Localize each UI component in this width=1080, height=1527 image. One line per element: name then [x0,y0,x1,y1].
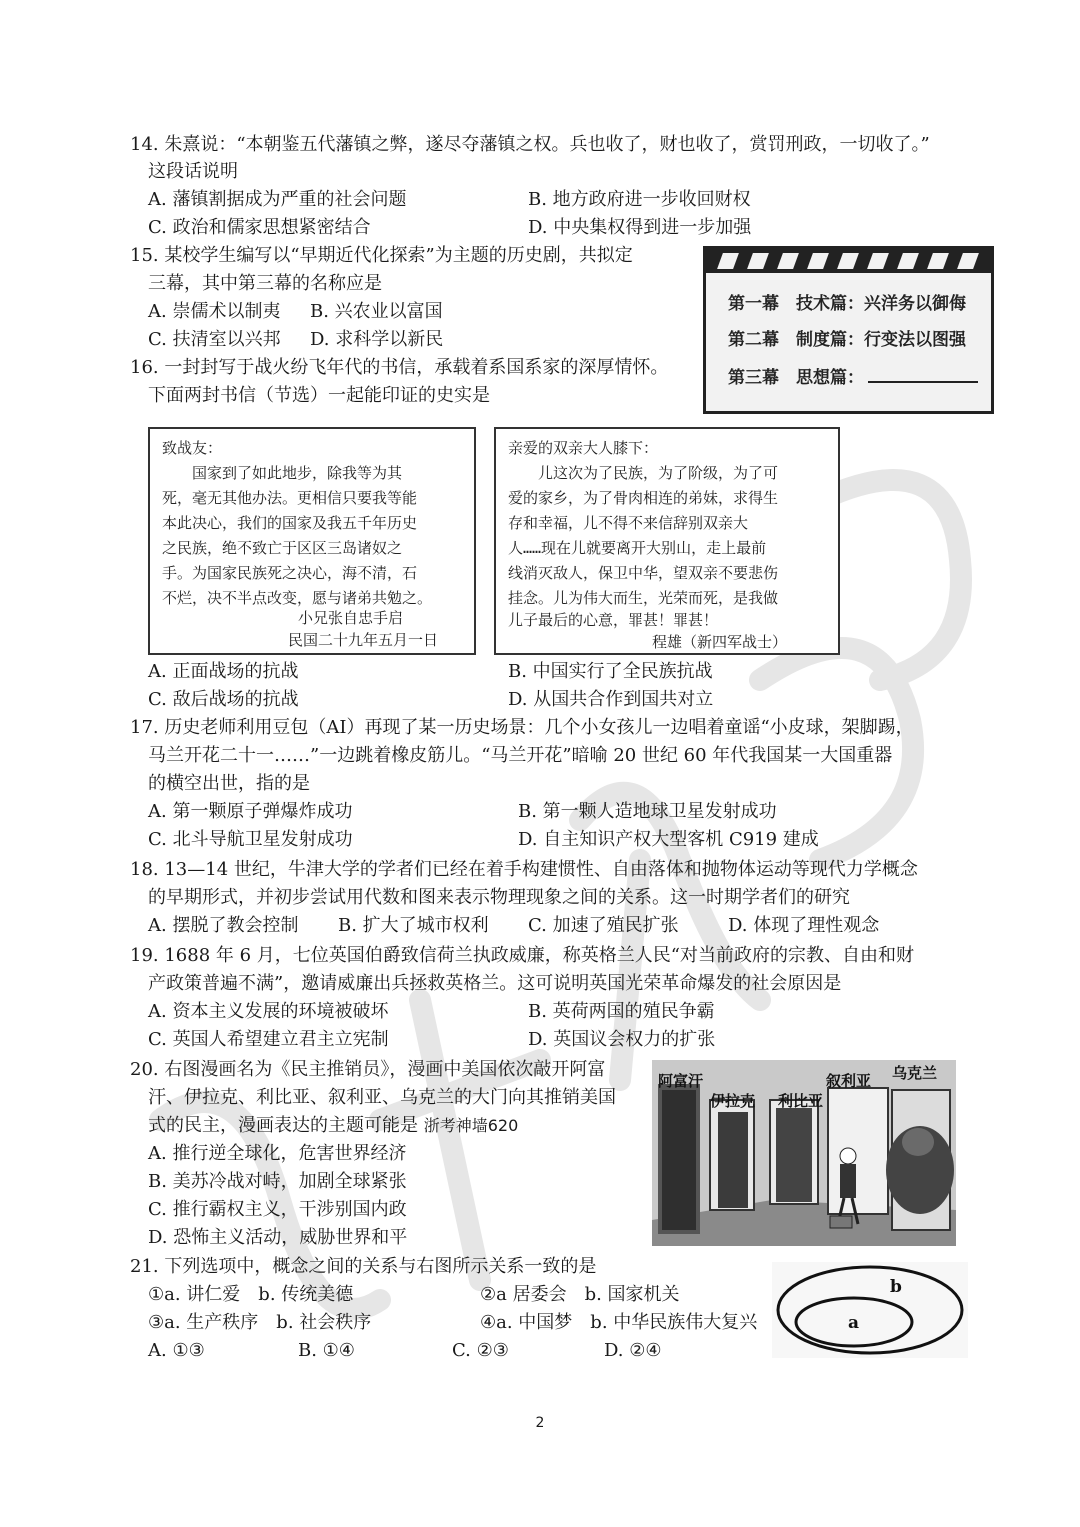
letter1-date: 民国二十九年五月一日 [288,631,439,649]
q18-stem-cont: 的早期形式，并初步尝试用代数和图来表示物理现象之间的关系。这一时期学者们的研究 [148,887,850,908]
clapperboard [703,246,994,414]
q15-option-c[interactable]: C. 扶清室以兴邦 [148,329,281,350]
q16-stem-cont: 下面两封书信（节选）一起能印证的史实是 [148,385,490,406]
letter1-line: 死，毫无其他办法。更相信只要我等能 [162,489,418,507]
act-three [728,363,978,388]
q17-option-c[interactable]: C. 北斗导航卫星发射成功 [148,829,353,850]
q17-option-b[interactable]: B. 第一颗人造地球卫星发射成功 [518,801,777,822]
q20-option-c[interactable]: C. 推行霸权主义，干涉别国内政 [148,1199,407,1220]
q16-option-c[interactable]: C. 敌后战场的抗战 [148,689,299,710]
label-afghanistan: 阿富汗 [658,1072,704,1090]
q19-stem: 19. 1688 年 6 月，七位英国伯爵致信荷兰执政威廉，称英格兰人民“对当前政府的宗教、自由和财 [130,945,914,966]
letter-cheng-xiong [494,427,840,655]
q14-stem-cont: 这段话说明 [148,161,238,182]
q16-option-a[interactable]: A. 正面战场的抗战 [148,661,299,682]
page-number: 2 [535,1415,545,1431]
venn-label-a: a [848,1313,860,1333]
venn-diagram [772,1262,968,1358]
q19-option-c[interactable]: C. 英国人希望建立君主立宪制 [148,1029,389,1050]
letter2-line: 线消灭敌人，保卫中华，望双亲不要悲伤 [508,564,779,582]
q15-stem-cont: 三幕，其中第三幕的名称应是 [148,273,382,294]
act-one: 第一幕 技术篇：兴洋务以御侮 [728,294,966,314]
q17-stem-cont2: 的横空出世，指的是 [148,773,310,794]
q19-option-a[interactable]: A. 资本主义发展的环境被破坏 [148,1001,389,1022]
letter1-line: 之民族，绝不致亡于区区三岛诸奴之 [162,539,403,557]
clapperboard-stripe [706,249,991,273]
q21-option-d[interactable]: D. ②④ [604,1340,662,1361]
q20-option-d[interactable]: D. 恐怖主义活动，威胁世界和平 [148,1227,408,1248]
q15-option-b[interactable]: B. 兴农业以富国 [310,301,443,322]
letter2-line: 儿子最后的心意，罪甚！罪甚！ [508,611,719,629]
letter1-signature: 小兄张自忠手启 [298,609,404,627]
q19-stem-cont: 产政策普遍不满”，邀请威廉出兵拯救英格兰。这可说明英国光荣革命爆发的社会原因是 [148,973,842,994]
q14-option-a[interactable]: A. 藩镇割据成为严重的社会问题 [148,189,407,210]
q17-stem: 17. 历史老师利用豆包（AI）再现了某一历史场景：几个小女孩儿一边唱着童谣“小皮球，架脚踢， [130,717,914,738]
act-three-label: 第三幕 思想篇： [728,368,864,388]
q20-stem: 20. 右图漫画名为《民主推销员》，漫画中美国依次敲开阿富 [130,1059,606,1080]
letter1-line: 国家到了如此地步，除我等为其 [162,464,403,482]
q19-option-b[interactable]: B. 英荷两国的殖民争霸 [528,1001,715,1022]
q18-stem: 18. 13—14 世纪，牛津大学的学者们已经在着手构建惯性、自由落体和抛物体运动等现代力学概念 [130,859,918,880]
q20-option-a[interactable]: A. 推行逆全球化，危害世界经济 [148,1143,407,1164]
q15-option-d[interactable]: D. 求科学以新民 [310,329,444,350]
q21-option-a[interactable]: A. ①③ [148,1340,205,1361]
q15-option-a[interactable]: A. 崇儒术以制夷 [148,301,281,322]
venn-svg [772,1262,968,1358]
label-iraq: 伊拉克 [710,1092,756,1110]
q14-stem: 14. 朱熹说：“本朝鉴五代藩镇之弊，遂尽夺藩镇之权。兵也收了，财也收了，赏罚刑政，一切收了。” [130,134,930,155]
q20-stem-cont2 [148,1114,518,1138]
q17-option-a[interactable]: A. 第一颗原子弹爆炸成功 [148,801,353,822]
q21-item-3: ③a. 生产秩序 b. 社会秩序 [148,1312,372,1333]
q19-option-d[interactable]: D. 英国议会权力的扩张 [528,1029,716,1050]
letter-zhang-zizhong [148,427,476,655]
act-three-blank [868,367,978,383]
q18-option-a[interactable]: A. 摆脱了教会控制 [148,915,299,936]
label-ukraine: 乌克兰 [892,1064,938,1082]
letter2-line: 亲爱的双亲大人膝下： [508,439,659,457]
q20-source-tag: 浙考神墙620 [423,1116,519,1135]
letter2-line: 人……现在儿就要离开大别山，走上最前 [508,539,767,557]
letter2-signature: 程雄（新四军战士） [652,633,788,651]
q18-option-c[interactable]: C. 加速了殖民扩张 [528,915,679,936]
q21-stem: 21. 下列选项中，概念之间的关系与右图所示关系一致的是 [130,1256,597,1277]
q15-stem: 15. 某校学生编写以“早期近代化探索”为主题的历史剧，共拟定 [130,245,633,266]
democracy-salesman-cartoon [652,1060,956,1246]
q17-stem-cont: 马兰开花二十一……”一边跳着橡皮筋儿。“马兰开花”暗喻 20 世纪 60 年代我国某一大国重器 [148,745,893,766]
q14-option-b[interactable]: B. 地方政府进一步收回财权 [528,189,751,210]
letter2-line: 爱的家乡，为了骨肉相连的弟妹，求得生 [508,489,779,507]
q20-stem-cont: 汗、伊拉克、利比亚、叙利亚、乌克兰的大门向其推销美国 [148,1087,616,1108]
q16-option-b[interactable]: B. 中国实行了全民族抗战 [508,661,713,682]
letter2-line: 存和幸福，儿不得不来信辞别双亲大 [508,514,749,532]
venn-label-b: b [890,1277,902,1297]
letter1-line: 本此决心，我们的国家及我五千年历史 [162,514,418,532]
q21-option-b[interactable]: B. ①④ [298,1340,355,1361]
q16-option-d[interactable]: D. 从国共合作到国共对立 [508,689,714,710]
label-syria: 叙利亚 [826,1072,872,1090]
letter2-line: 儿这次为了民族，为了阶级，为了可 [508,464,779,482]
letter1-line: 手。为国家民族死之决心，海不清，石 [162,564,418,582]
q21-item-4: ④a. 中国梦 b. 中华民族伟大复兴 [480,1312,758,1333]
q21-option-c[interactable]: C. ②③ [452,1340,509,1361]
letter1-line: 不烂，决不半点改变，愿与诸弟共勉之。 [162,589,433,607]
act-two: 第二幕 制度篇：行变法以图强 [728,330,966,350]
q21-item-1: ①a. 讲仁爱 b. 传统美德 [148,1284,354,1305]
letter1-line: 致战友： [162,439,223,457]
q21-item-2: ②a 居委会 b. 国家机关 [480,1284,680,1305]
q18-option-d[interactable]: D. 体现了理性观念 [728,915,880,936]
q20-stem-text: 式的民主，漫画表达的主题可能是 [148,1115,418,1136]
q18-option-b[interactable]: B. 扩大了城市权利 [338,915,489,936]
q14-option-d[interactable]: D. 中央集权得到进一步加强 [528,217,752,238]
label-libya: 利比亚 [778,1092,824,1110]
q16-stem: 16. 一封封写于战火纷飞年代的书信，承载着系国系家的深厚情怀。 [130,357,669,378]
letter2-line: 挂念。儿为伟大而生，光荣而死，是我做 [508,589,779,607]
q17-option-d[interactable]: D. 自主知识产权大型客机 C919 建成 [518,829,819,850]
q14-option-c[interactable]: C. 政治和儒家思想紧密结合 [148,217,371,238]
q20-option-b[interactable]: B. 美苏冷战对峙，加剧全球紧张 [148,1171,407,1192]
